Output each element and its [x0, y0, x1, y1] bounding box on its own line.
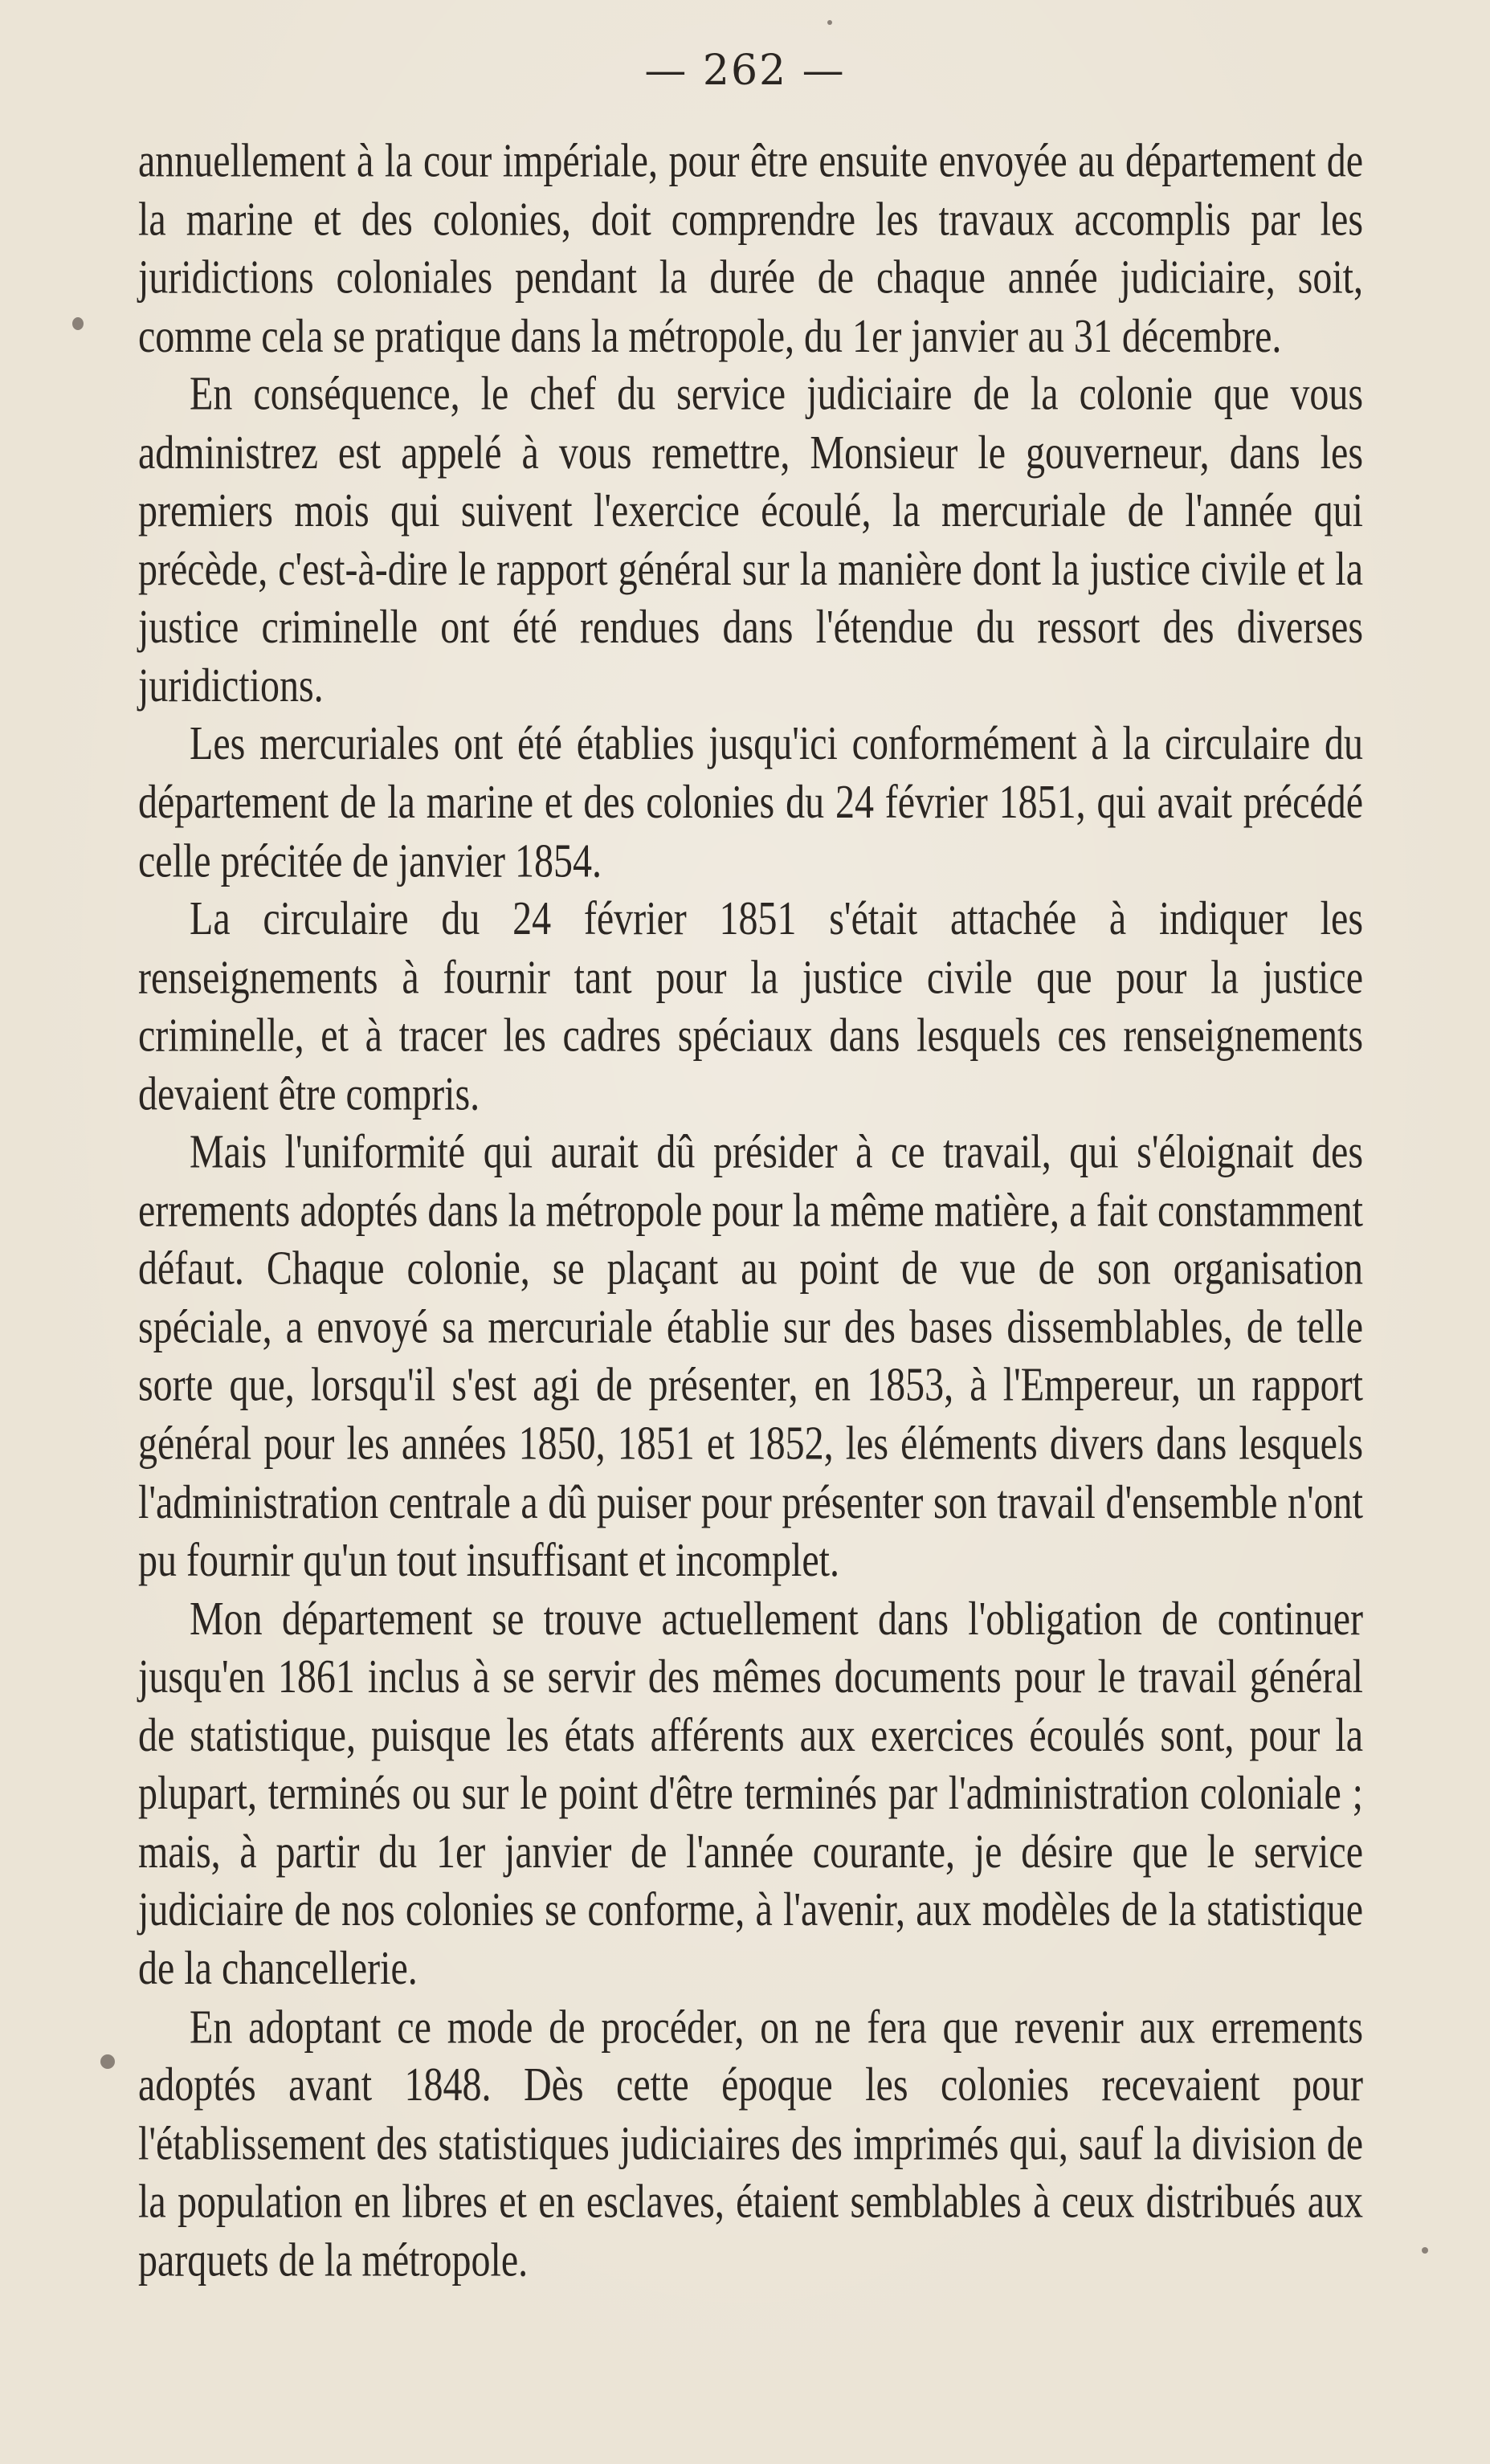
paragraph-6: Mon département se trouve actuellement dans l'obligation de continuer jusqu'en 1861 inclus à se servir des mêmes documents pour le travail général de statistique, puisque les états afférents aux exercices écoulés sont, pour la plupart, terminés ou sur le point d'être terminés par l'administration coloniale ; mais, à partir du 1er janvier de l'année courante, je désire que le service judiciaire de nos colonies se conforme, à l'avenir, aux modèles de la statistique de la chancellerie.: [138, 1592, 1363, 1995]
paper-speck: [100, 2054, 115, 2069]
paragraph-2: En conséquence, le chef du service judiciaire de la colonie que vous administrez est appelé à vous remettre, Monsieur le gouverneur, dans les premiers mois qui suivent l'exercice écoulé, la mercuriale de l'année qui précède, c'est-à-dire le rapport général sur la manière dont la justice civile et la justice criminelle ont été rendues dans l'étendue du ressort des diverses juridictions.: [138, 367, 1363, 712]
body-text: [138, 133, 1363, 2290]
paragraph-4: La circulaire du 24 février 1851 s'était attachée à indiquer les renseignements à fournir tant pour la justice civile que pour la justice criminelle, et à tracer les cadres spéciaux dans lesquels ces renseignements devaient être compris.: [138, 892, 1363, 1120]
paper-speck: [1422, 2247, 1428, 2254]
page-number: — 262 —: [644, 47, 846, 95]
paragraph-5: Mais l'uniformité qui aurait dû présider à ce travail, qui s'éloignait des errements adoptés dans la métropole pour la même matière, a fait constamment défaut. Chaque colonie, se plaçant au point de vue de son organisation spéciale, a envoyé sa mercuriale établie sur des bases dissemblables, de telle sorte que, lorsqu'il s'est agi de présenter, en 1853, à l'Empereur, un rapport général pour les années 1850, 1851 et 1852, les éléments divers dans lesquels l'administration centrale a dû puiser pour présenter son travail d'ensemble n'ont pu fournir qu'un tout insuffisant et incomplet.: [138, 1125, 1363, 1587]
paragraph-3: Les mercuriales ont été établies jusqu'ici conformément à la circulaire du département de la marine et des colonies du 24 février 1851, qui avait précédé celle précitée de janvier 1854.: [138, 717, 1363, 887]
paper-speck: [72, 317, 84, 330]
paper-speck: [827, 20, 832, 25]
paragraph-1: annuellement à la cour impériale, pour être ensuite envoyée au département de la marine et des colonies, doit comprendre les travaux accomplis par les juridictions coloniales pendant la durée de chaque année judiciaire, soit, comme cela se pratique dans la métropole, du 1er janvier au 31 décembre.: [138, 134, 1363, 362]
paragraph-7: En adoptant ce mode de procéder, on ne fera que revenir aux errements adoptés avant 1848. Dès cette époque les colonies recevaient pour l'établissement des statistiques judiciaires des imprimés qui, sauf la division de la population en libres et en esclaves, étaient semblables à ceux distribués aux parquets de la métropole.: [138, 2000, 1363, 2287]
